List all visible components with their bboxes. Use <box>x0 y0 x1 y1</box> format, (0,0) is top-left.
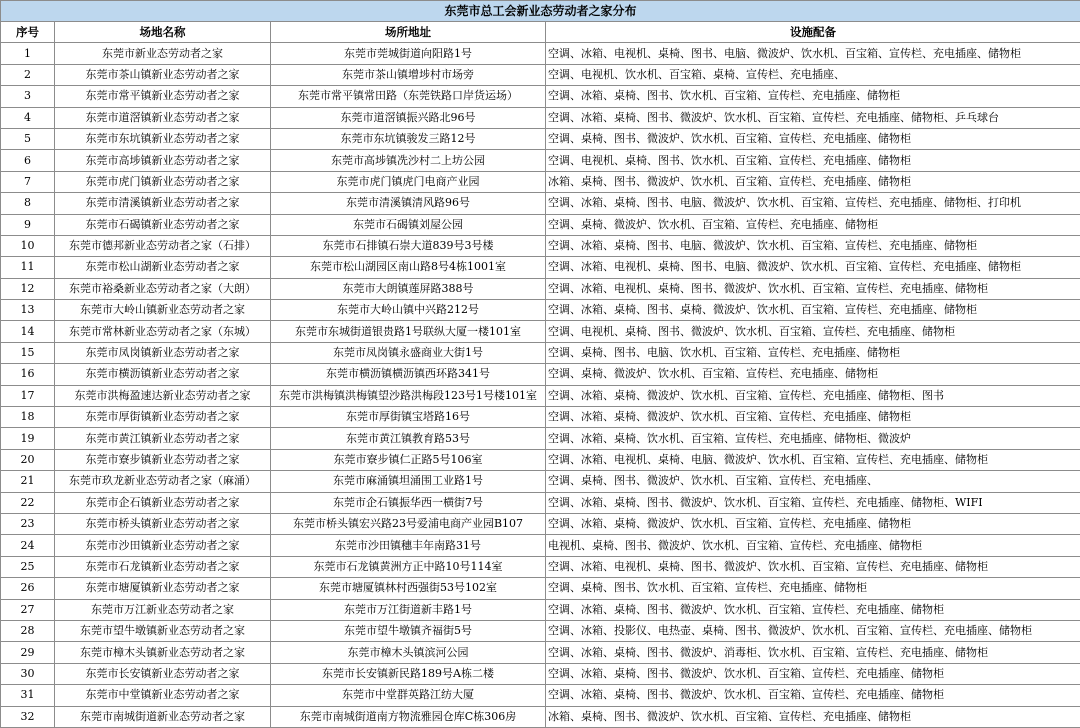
venue-name-cell[interactable]: 东莞市望牛墩镇新业态劳动者之家 <box>55 620 271 641</box>
venue-name-cell[interactable]: 东莞市横沥镇新业态劳动者之家 <box>55 364 271 385</box>
table-row <box>1 449 1080 470</box>
facilities-cell[interactable]: 空调、电视机、桌椅、图书、微波炉、饮水机、百宝箱、宣传栏、充电插座、储物柜 <box>546 321 1080 342</box>
venue-address-cell[interactable]: 东莞市桥头镇宏兴路23号爱浦电商产业园B107 <box>271 513 546 534</box>
table-row <box>1 428 1080 449</box>
row-index-cell[interactable]: 10 <box>1 235 55 256</box>
row-index-cell[interactable]: 11 <box>1 257 55 278</box>
table-row <box>1 86 1080 107</box>
table-row <box>1 364 1080 385</box>
row-index-cell[interactable]: 7 <box>1 171 55 192</box>
facilities-cell[interactable]: 空调、冰箱、电视机、桌椅、图书、微波炉、饮水机、百宝箱、宣传栏、充电插座、储物柜 <box>546 278 1080 299</box>
table-row <box>1 385 1080 406</box>
facilities-cell[interactable]: 空调、冰箱、桌椅、图书、饮水机、百宝箱、宣传栏、充电插座、储物柜 <box>546 86 1080 107</box>
facilities-cell[interactable]: 空调、冰箱、桌椅、微波炉、饮水机、百宝箱、宣传栏、充电插座、储物柜、图书 <box>546 385 1080 406</box>
venue-name-cell[interactable]: 东莞市万江新业态劳动者之家 <box>55 599 271 620</box>
venue-name-cell[interactable]: 东莞市企石镇新业态劳动者之家 <box>55 492 271 513</box>
facilities-cell[interactable]: 空调、桌椅、微波炉、饮水机、百宝箱、宣传栏、充电插座、储物柜 <box>546 214 1080 235</box>
venue-address-cell[interactable]: 东莞市万江街道新丰路1号 <box>271 599 546 620</box>
facilities-cell[interactable]: 冰箱、桌椅、图书、微波炉、饮水机、百宝箱、宣传栏、充电插座、储物柜 <box>546 706 1080 727</box>
venue-name-cell[interactable]: 东莞市东坑镇新业态劳动者之家 <box>55 128 271 149</box>
venue-address-cell[interactable]: 东莞市沙田镇穗丰年南路31号 <box>271 535 546 556</box>
venue-name-cell[interactable]: 东莞市中堂镇新业态劳动者之家 <box>55 685 271 706</box>
table-row <box>1 599 1080 620</box>
row-index-cell[interactable]: 27 <box>1 599 55 620</box>
facilities-cell[interactable]: 空调、冰箱、桌椅、微波炉、饮水机、百宝箱、宣传栏、充电插座、储物柜 <box>546 407 1080 428</box>
row-index-cell[interactable]: 5 <box>1 128 55 149</box>
row-index-cell[interactable]: 23 <box>1 513 55 534</box>
table-row <box>1 43 1080 64</box>
table-row <box>1 620 1080 641</box>
table-row <box>1 471 1080 492</box>
row-index-cell[interactable]: 9 <box>1 214 55 235</box>
table-row <box>1 685 1080 706</box>
venue-name-cell[interactable]: 东莞市清溪镇新业态劳动者之家 <box>55 193 271 214</box>
venue-address-cell[interactable]: 东莞市樟木头镇滨河公园 <box>271 642 546 663</box>
header-index[interactable]: 序号 <box>1 22 55 43</box>
venue-name-cell[interactable]: 东莞市松山湖新业态劳动者之家 <box>55 257 271 278</box>
row-index-cell[interactable]: 4 <box>1 107 55 128</box>
venue-name-cell[interactable]: 东莞市桥头镇新业态劳动者之家 <box>55 513 271 534</box>
table-row <box>1 171 1080 192</box>
row-index-cell[interactable]: 20 <box>1 449 55 470</box>
venue-name-cell[interactable]: 东莞市虎门镇新业态劳动者之家 <box>55 171 271 192</box>
row-index-cell[interactable]: 17 <box>1 385 55 406</box>
venue-address-cell[interactable]: 东莞市横沥镇横沥镇西环路341号 <box>271 364 546 385</box>
venue-name-cell[interactable]: 东莞市黄江镇新业态劳动者之家 <box>55 428 271 449</box>
venue-name-cell[interactable]: 东莞市樟木头镇新业态劳动者之家 <box>55 642 271 663</box>
venue-name-cell[interactable]: 东莞市南城街道新业态劳动者之家 <box>55 706 271 727</box>
table-row <box>1 214 1080 235</box>
facilities-cell[interactable]: 空调、冰箱、桌椅、图书、桌椅、微波炉、饮水机、百宝箱、宣传栏、充电插座、储物柜 <box>546 300 1080 321</box>
facilities-cell[interactable]: 空调、冰箱、桌椅、图书、电脑、微波炉、饮水机、百宝箱、宣传栏、充电插座、储物柜 <box>546 235 1080 256</box>
venue-address-cell[interactable]: 东莞市黄江镇教育路53号 <box>271 428 546 449</box>
facilities-cell[interactable]: 空调、冰箱、桌椅、图书、电脑、微波炉、饮水机、百宝箱、宣传栏、充电插座、储物柜、打印机 <box>546 193 1080 214</box>
row-index-cell[interactable]: 26 <box>1 578 55 599</box>
venue-name-cell[interactable]: 东莞市常林新业态劳动者之家（东城） <box>55 321 271 342</box>
venue-name-cell[interactable]: 东莞市塘厦镇新业态劳动者之家 <box>55 578 271 599</box>
row-index-cell[interactable]: 6 <box>1 150 55 171</box>
facilities-cell[interactable]: 空调、冰箱、桌椅、图书、微波炉、饮水机、百宝箱、宣传栏、充电插座、储物柜 <box>546 663 1080 684</box>
row-index-cell[interactable]: 25 <box>1 556 55 577</box>
venue-address-cell[interactable]: 东莞市凤岗镇永盛商业大街1号 <box>271 342 546 363</box>
facilities-cell[interactable]: 空调、冰箱、电视机、桌椅、电脑、微波炉、饮水机、百宝箱、宣传栏、充电插座、储物柜 <box>546 449 1080 470</box>
row-index-cell[interactable]: 15 <box>1 342 55 363</box>
table-row <box>1 150 1080 171</box>
venue-address-cell[interactable]: 东莞市石龙镇黄洲方正中路10号114室 <box>271 556 546 577</box>
row-index-cell[interactable]: 13 <box>1 300 55 321</box>
venue-address-cell[interactable]: 东莞市常平镇常田路（东莞铁路口岸货运场） <box>271 86 546 107</box>
table-row <box>1 513 1080 534</box>
facilities-cell[interactable]: 空调、冰箱、桌椅、图书、微波炉、饮水机、百宝箱、宣传栏、充电插座、储物柜 <box>546 685 1080 706</box>
row-index-cell[interactable]: 22 <box>1 492 55 513</box>
table-title-row <box>1 1 1080 22</box>
facilities-cell[interactable]: 空调、冰箱、桌椅、饮水机、百宝箱、宣传栏、充电插座、储物柜、微波炉 <box>546 428 1080 449</box>
table-row <box>1 342 1080 363</box>
table-row <box>1 321 1080 342</box>
venue-name-cell[interactable]: 东莞市石碣镇新业态劳动者之家 <box>55 214 271 235</box>
venue-address-cell[interactable]: 东莞市厚街镇宝塔路16号 <box>271 407 546 428</box>
row-index-cell[interactable]: 2 <box>1 64 55 85</box>
row-index-cell[interactable]: 12 <box>1 278 55 299</box>
row-index-cell[interactable]: 18 <box>1 407 55 428</box>
table-row <box>1 128 1080 149</box>
facilities-cell[interactable]: 空调、桌椅、图书、微波炉、饮水机、百宝箱、宣传栏、充电插座、 <box>546 471 1080 492</box>
facilities-cell[interactable]: 电视机、桌椅、图书、微波炉、饮水机、百宝箱、宣传栏、充电插座、储物柜 <box>546 535 1080 556</box>
table-row <box>1 407 1080 428</box>
venue-name-cell[interactable]: 东莞市高埗镇新业态劳动者之家 <box>55 150 271 171</box>
row-index-cell[interactable]: 32 <box>1 706 55 727</box>
row-index-cell[interactable]: 31 <box>1 685 55 706</box>
table-row <box>1 278 1080 299</box>
table-title[interactable]: 东莞市总工会新业态劳动者之家分布 <box>1 1 1080 22</box>
header-venue-address[interactable]: 场所地址 <box>271 22 546 43</box>
table-row <box>1 235 1080 256</box>
venue-address-cell[interactable]: 东莞市石排镇石崇大道839号3号楼 <box>271 235 546 256</box>
venue-name-cell[interactable]: 东莞市道滘镇新业态劳动者之家 <box>55 107 271 128</box>
row-index-cell[interactable]: 28 <box>1 620 55 641</box>
row-index-cell[interactable]: 30 <box>1 663 55 684</box>
row-index-cell[interactable]: 19 <box>1 428 55 449</box>
facilities-cell[interactable]: 空调、冰箱、桌椅、图书、微波炉、饮水机、百宝箱、宣传栏、充电插座、储物柜、乒乓球台 <box>546 107 1080 128</box>
venue-address-cell[interactable]: 东莞市望牛墩镇齐福街5号 <box>271 620 546 641</box>
table-row <box>1 300 1080 321</box>
venue-address-cell[interactable]: 东莞市寮步镇仁正路5号106室 <box>271 449 546 470</box>
venue-address-cell[interactable]: 东莞市道滘镇振兴路北96号 <box>271 107 546 128</box>
venue-name-cell[interactable]: 东莞市沙田镇新业态劳动者之家 <box>55 535 271 556</box>
venue-address-cell[interactable]: 东莞市大朗镇莲屏路388号 <box>271 278 546 299</box>
header-venue-name[interactable]: 场地名称 <box>55 22 271 43</box>
venue-address-cell[interactable]: 东莞市石碣镇刘屋公园 <box>271 214 546 235</box>
table-row <box>1 193 1080 214</box>
venue-address-cell[interactable]: 东莞市南城街道南方物流雅园仓库C栋306房 <box>271 706 546 727</box>
table-row <box>1 578 1080 599</box>
table-row <box>1 663 1080 684</box>
row-index-cell[interactable]: 14 <box>1 321 55 342</box>
venue-name-cell[interactable]: 东莞市凤岗镇新业态劳动者之家 <box>55 342 271 363</box>
row-index-cell[interactable]: 8 <box>1 193 55 214</box>
venue-address-cell[interactable]: 东莞市清溪镇清风路96号 <box>271 193 546 214</box>
table-row <box>1 107 1080 128</box>
venue-address-cell[interactable]: 东莞市中堂群英路江纺大厦 <box>271 685 546 706</box>
facilities-cell[interactable]: 空调、冰箱、电视机、桌椅、图书、电脑、微波炉、饮水机、百宝箱、宣传栏、充电插座、储物柜 <box>546 43 1080 64</box>
facilities-cell[interactable]: 空调、冰箱、桌椅、图书、微波炉、饮水机、百宝箱、宣传栏、充电插座、储物柜 <box>546 599 1080 620</box>
venue-name-cell[interactable]: 东莞市长安镇新业态劳动者之家 <box>55 663 271 684</box>
table-row <box>1 642 1080 663</box>
venue-name-cell[interactable]: 东莞市裕桑新业态劳动者之家（大朗） <box>55 278 271 299</box>
table-row <box>1 535 1080 556</box>
row-index-cell[interactable]: 1 <box>1 43 55 64</box>
venue-address-cell[interactable]: 东莞市麻涌镇坦涌围工业路1号 <box>271 471 546 492</box>
venue-name-cell[interactable]: 东莞市厚街镇新业态劳动者之家 <box>55 407 271 428</box>
venue-name-cell[interactable]: 东莞市玖龙新业态劳动者之家（麻涌） <box>55 471 271 492</box>
table-row <box>1 257 1080 278</box>
venue-address-cell[interactable]: 东莞市高埗镇冼沙村二上坊公园 <box>271 150 546 171</box>
row-index-cell[interactable]: 24 <box>1 535 55 556</box>
table-body <box>1 43 1080 728</box>
venue-address-cell[interactable]: 东莞市企石镇振华西一横街7号 <box>271 492 546 513</box>
venue-address-cell[interactable]: 东莞市莞城街道向阳路1号 <box>271 43 546 64</box>
venue-name-cell[interactable]: 东莞市常平镇新业态劳动者之家 <box>55 86 271 107</box>
venue-address-cell[interactable]: 东莞市虎门镇虎门电商产业园 <box>271 171 546 192</box>
venue-address-cell[interactable]: 东莞市洪梅镇洪梅镇望沙路洪梅段123号1号楼101室 <box>271 385 546 406</box>
venue-name-cell[interactable]: 东莞市大岭山镇新业态劳动者之家 <box>55 300 271 321</box>
facilities-cell[interactable]: 空调、冰箱、投影仪、电热壶、桌椅、图书、微波炉、饮水机、百宝箱、宣传栏、充电插座、储物柜 <box>546 620 1080 641</box>
row-index-cell[interactable]: 16 <box>1 364 55 385</box>
venue-name-cell[interactable]: 东莞市洪梅盈速达新业态劳动者之家 <box>55 385 271 406</box>
venue-address-cell[interactable]: 东莞市东城街道银贵路1号联纵大厦一楼101室 <box>271 321 546 342</box>
venue-name-cell[interactable]: 东莞市德邦新业态劳动者之家（石排） <box>55 235 271 256</box>
table-header-row <box>1 22 1080 43</box>
facilities-cell[interactable]: 空调、电视机、桌椅、图书、饮水机、百宝箱、宣传栏、充电插座、储物柜 <box>546 150 1080 171</box>
row-index-cell[interactable]: 29 <box>1 642 55 663</box>
venue-address-cell[interactable]: 东莞市塘厦镇林村西强街53号102室 <box>271 578 546 599</box>
facilities-cell[interactable]: 空调、桌椅、微波炉、饮水机、百宝箱、宣传栏、充电插座、储物柜 <box>546 364 1080 385</box>
facilities-cell[interactable]: 空调、冰箱、桌椅、图书、微波炉、消毒柜、饮水机、百宝箱、宣传栏、充电插座、储物柜 <box>546 642 1080 663</box>
venue-name-cell[interactable]: 东莞市石龙镇新业态劳动者之家 <box>55 556 271 577</box>
facilities-cell[interactable]: 空调、桌椅、图书、微波炉、饮水机、百宝箱、宣传栏、充电插座、储物柜 <box>546 128 1080 149</box>
venue-name-cell[interactable]: 东莞市寮步镇新业态劳动者之家 <box>55 449 271 470</box>
venue-address-cell[interactable]: 东莞市长安镇新民路189号A栋二楼 <box>271 663 546 684</box>
facilities-cell[interactable]: 冰箱、桌椅、图书、微波炉、饮水机、百宝箱、宣传栏、充电插座、储物柜 <box>546 171 1080 192</box>
facilities-cell[interactable]: 空调、桌椅、图书、饮水机、百宝箱、宣传栏、充电插座、储物柜 <box>546 578 1080 599</box>
venue-name-cell[interactable]: 东莞市新业态劳动者之家 <box>55 43 271 64</box>
table-row <box>1 556 1080 577</box>
venue-name-cell[interactable]: 东莞市茶山镇新业态劳动者之家 <box>55 64 271 85</box>
table-row <box>1 706 1080 727</box>
facilities-cell[interactable]: 空调、冰箱、桌椅、微波炉、饮水机、百宝箱、宣传栏、充电插座、储物柜 <box>546 513 1080 534</box>
venue-address-cell[interactable]: 东莞市松山湖园区南山路8号4栋1001室 <box>271 257 546 278</box>
venue-address-cell[interactable]: 东莞市大岭山镇中兴路212号 <box>271 300 546 321</box>
facilities-cell[interactable]: 空调、电视机、饮水机、百宝箱、桌椅、宣传栏、充电插座、 <box>546 64 1080 85</box>
facilities-cell[interactable]: 空调、桌椅、图书、电脑、饮水机、百宝箱、宣传栏、充电插座、储物柜 <box>546 342 1080 363</box>
venue-address-cell[interactable]: 东莞市茶山镇增埗村市场旁 <box>271 64 546 85</box>
venue-address-cell[interactable]: 东莞市东坑镇骏发三路12号 <box>271 128 546 149</box>
row-index-cell[interactable]: 3 <box>1 86 55 107</box>
row-index-cell[interactable]: 21 <box>1 471 55 492</box>
table-row <box>1 64 1080 85</box>
facilities-cell[interactable]: 空调、冰箱、电视机、桌椅、图书、微波炉、饮水机、百宝箱、宣传栏、充电插座、储物柜 <box>546 556 1080 577</box>
facilities-cell[interactable]: 空调、冰箱、电视机、桌椅、图书、电脑、微波炉、饮水机、百宝箱、宣传栏、充电插座、储物柜 <box>546 257 1080 278</box>
facilities-cell[interactable]: 空调、冰箱、桌椅、图书、微波炉、饮水机、百宝箱、宣传栏、充电插座、储物柜、WIFI <box>546 492 1080 513</box>
table-row <box>1 492 1080 513</box>
header-facilities[interactable]: 设施配备 <box>546 22 1080 43</box>
